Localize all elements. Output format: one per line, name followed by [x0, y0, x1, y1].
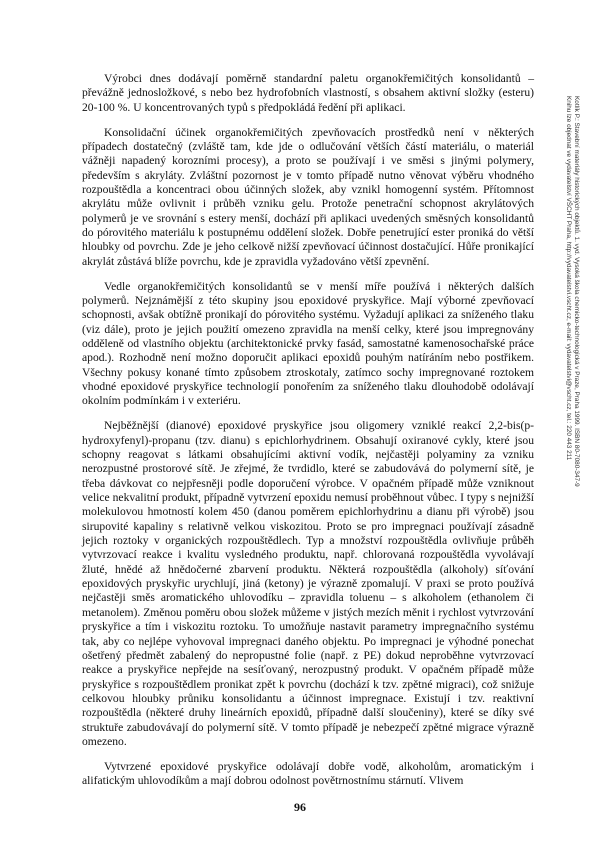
paragraph: Konsolidační účinek organokřemičitých zpevňovacích prostředků není v některých případech dostatečný (zvláště tam, kde jde o odlučování větších částí materiálu, o materiál vážněji napadený korozními procesy), a proto se používají i ve směsi s jinými polymery, především s akryláty. Zvláštní pozornost je v tomto případě nutno věnovat výběru vhodného rozpouštědla a koncentraci obou účinných složek, aby vznikl homogenní systém. Přítomnost akrylátu může ovlivnit i průběh vzniku gelu. Protože penetrační schopnost akrylátových polymerů je ve srovnání s estery menší, dochází při aplikaci uvedených směsných konsolidantů do pórovitého materiálu k postupnému oddělení složek. Dobře penetrující ester proniká do větší hloubky od povrchu. Zde je jeho celkově nižší zpevňovací účinnost dostačující. Hůře pronikající akrylát zůstává blíže povrchu, kde je zpravidla vyžadováno větší zpevnění. [82, 125, 534, 268]
paragraph: Vedle organokřemičitých konsolidantů se v menší míře používá i některých dalších polymerů. Nejznámější z této skupiny jsou epoxidové pryskyřice. Mají výborné zpevňovací schopnosti, avšak obtížně pronikají do pórovitého systému. Vyžadují aplikaci za sníženého tlaku (viz dále), proto je jejich použití omezeno zpravidla na menší celky, které jsou impregnovány odděleně od vlastního objektu (architektonické prvky fasád, samostatné kamenosochařské práce apod.). Rozhodně není možno doporučit aplikaci epoxidů pouhým natíráním nebo postřikem. Všechny pokusy konané tímto způsobem ztroskotaly, zatímco sochy impregnované roztokem vhodné epoxidové pryskyřice technologií ponořením za sníženého tlaku dlouhodobě odolávají okolním podmínkám i v exteriéru. [82, 279, 534, 408]
paragraph: Nejběžnější (dianové) epoxidové pryskyřice jsou oligomery vzniklé reakcí 2,2-bis(p-hydroxyfenyl)-propanu (tzv. dianu) s epichlorhydrinem. Obsahují oxiranové cykly, které jsou schopny reagovat s látkami obsahujícími aktivní vodík, nejčastěji polyaminy za vzniku nerozpustné prostorové sítě. Je zřejmé, že tvrdidlo, které se zabudovává do polymerní sítě, je třeba dávkovat co nejpřesněji podle doporučení výrobce. V opačném případě může vzniknout velice nekvalitní produkt, případně vytvrzení epoxidu nemusí proběhnout vůbec. I typy s nejnižší molekulovou hmotností kolem 450 (danou poměrem epichlorhydrinu a dianu při výrobě) jsou sirupovité kapaliny s relativně velkou viskozitou. Proto se pro impregnaci používají zásadně jejich roztoky v organických rozpouštědlech. Typ a množství rozpouštědla ovlivňuje průběh vytvrzovací reakce i kvalitu vysledného produktu, např. chlorovaná rozpouštědla vyvolávají žluté, hnědé až hnědočerné zbarvení produktu. Některá rozpouštědla (alkoholy) síťování epoxidových pryskyřic urychlují, jiná (ketony) je výrazně zpomalují. V praxi se proto používá nejčastěji směs aromatického uhlovodíku – zpravidla toluenu – s alkoholem (ethanolem či metanolem). Změnou poměru obou složek můžeme v jistých mezích měnit i rychlost vytvrzování pryskyřice a tím i viskozitu roztoku. To umožňuje nastavit parametry impregnačního systému tak, aby co nejlépe vyhovoval impregnaci daného objektu. Po impregnaci je výhodné ponechat ošetřený předmět zabalený do nepropustné folie (např. z PE) dokud neproběhne vytvrzovací reakce a pryskyřice nepřejde na sesíťovaný, nerozpustný produkt. V opačném případě může pryskyřice s rozpouštědlem pronikat zpět k povrchu (dochází k tzv. zpětné migraci), což snižuje celkovou hloubky průniku konsolidantu a účinnost impregnace. Existují i tzv. reaktivní rozpouštědla (některé druhy lineárních epoxidů, případně další sloučeniny), které se díky své struktuře zabudovávají do polymerní sítě. V tomto případě je nebezpečí zpětné migrace výrazně omezeno. [82, 419, 534, 748]
side-citation [564, 96, 580, 487]
body-text [82, 72, 534, 799]
citation-line: Kotlík P.: Stavební materiály historických objektů. 1. vyd. Vysoká škola chemicko-technologická v Praze, Praha 1999. ISBN 80-7080-347-9 [573, 96, 580, 487]
order-info-line: Knihu lze objednat ve vydavatelství VŠCHT Praha, http://vydavatelstvi.vscht.cz, e-mail: vydavatelstvi@vscht.cz, tel.: 220 443 211 [564, 96, 572, 461]
page-number: 96 [294, 800, 306, 814]
paragraph: Vytvrzené epoxidové pryskyřice odolávají dobře vodě, alkoholům, aromatickým i alifatickým uhlovodíkům a mají dobrou odolnost povětrnostnímu stárnutí. Vlivem [82, 759, 534, 788]
paragraph: Výrobci dnes dodávají poměrně standardní paletu organokřemičitých konsolidantů – převážně jednosložkové, s nebo bez hydrofobních vlastností, s obsahem aktivní složky (esteru) 20-100 %. U koncentrovaných typů s předpokládá ředění při aplikaci. [82, 72, 534, 114]
